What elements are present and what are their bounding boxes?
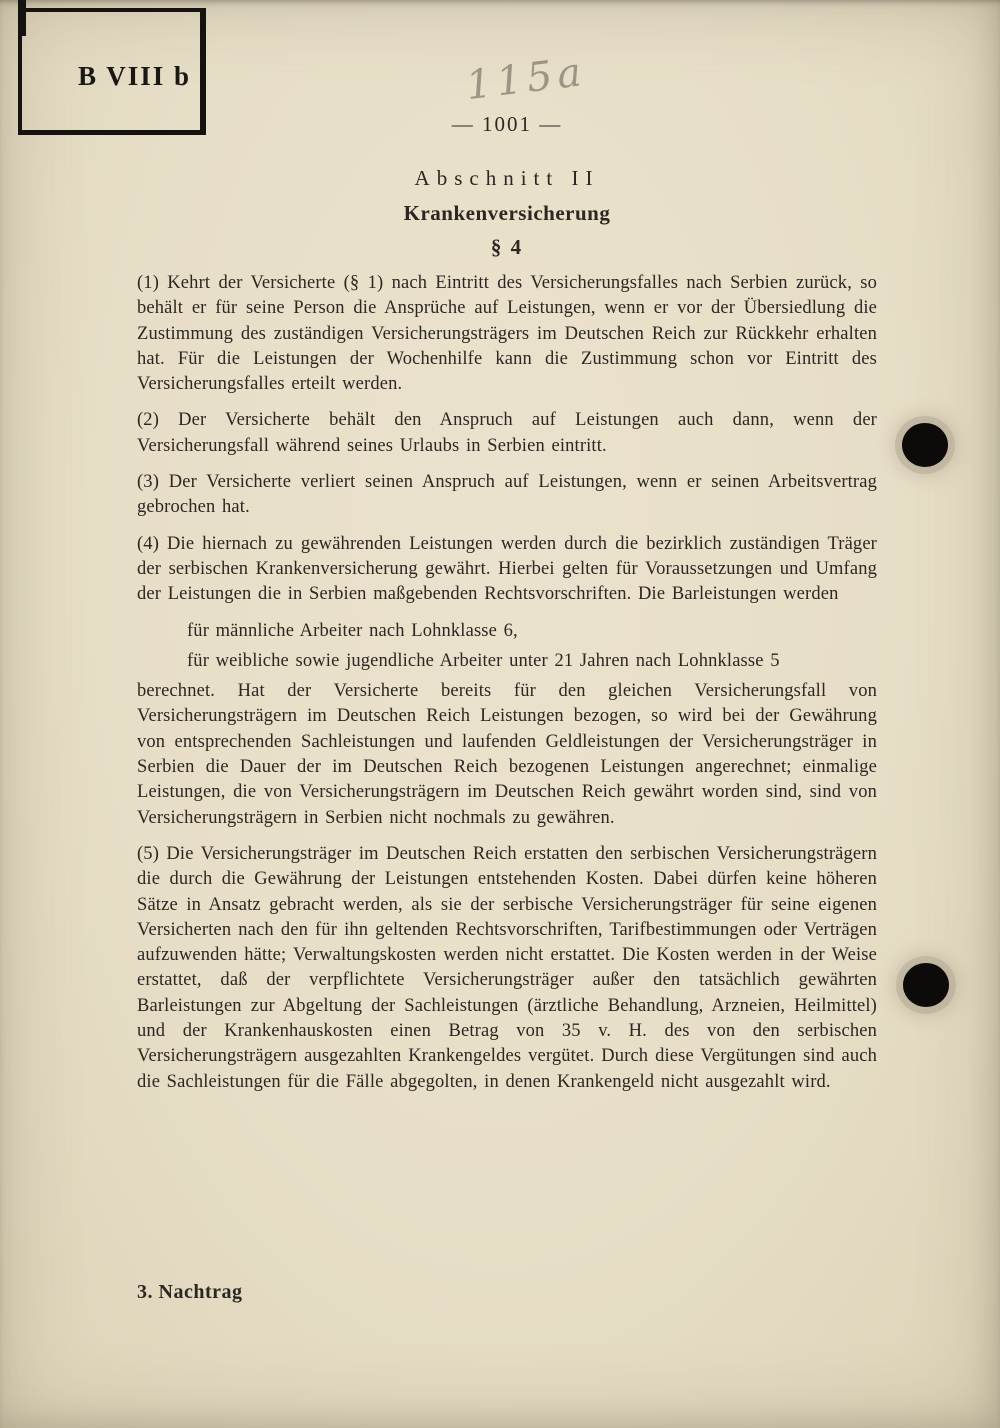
paragraph-symbol: § 4	[490, 235, 524, 259]
paragraph: für weibliche sowie jugendliche Arbeiter unter 21 Jahren nach Lohnklasse 5	[187, 650, 780, 671]
text-block	[137, 271, 877, 1106]
stamp-label: B VIII b	[78, 60, 192, 91]
paragraph: berechnet. Hat der Versicherte bereits für den gleichen Versicherungsfall von Versicherungsträgern im Deutschen Reich Leistungen bezogen, so wird bei der Gewährung von entsprechenden Sachleistungen und laufenden Geldleistungen der Versicherungsträger in Serbien die Dauer der im Deutschen Reich bezogenen Leistungen angerechnet; einmalige Leistungen, die von Versicherungsträgern im Deutschen Reich gewährt worden sind, sind von Versicherungsträgern in Serbien nicht nochmals zu gewähren.	[137, 681, 877, 828]
hole-punch-top	[902, 423, 948, 467]
hole-punch-bottom	[903, 963, 949, 1007]
document-title: Krankenversicherung	[403, 201, 611, 225]
section-heading: Abschnitt II	[414, 166, 600, 190]
paragraph: (4) Die hiernach zu gewährenden Leistungen werden durch die bezirklich zuständigen Träger der serbischen Krankenversicherung gewährt. Hierbei gelten für Voraussetzungen und Umfang der Leistungen die in Serbien maßgebenden Rechtsvorschriften. Die Barleistungen werden	[137, 533, 877, 605]
handwritten-note: 115a	[463, 48, 589, 110]
paragraph: (5) Die Versicherungsträger im Deutschen Reich erstatten den serbischen Versicherungsträgern die durch die Gewährung der Leistungen entstehenden Kosten. Dabei dürfen keine höheren Sätze in Ansatz gebracht werden, als sie der serbische Versicherungsträger für seine eigenen Versicherten nach den für ihn geltenden Rechtsvorschriften, Tarifbestimmungen oder Verträgen aufzuwenden hätte; Verwaltungskosten werden nicht erstattet. Die Kosten werden in der Weise erstattet, daß der verpflichtete Versicherungsträger außer den tatsächlich gewährten Barleistungen zur Abgeltung der Sachleistungen (ärztliche Behandlung, Arzneien, Heilmittel) und der Krankenhauskosten einen Betrag von 35 v. H. des von den serbischen Versicherungsträgern ausgezahlten Krankengeldes vergütet. Durch diese Vergütungen sind auch die Sachleistungen für die Fälle abgegolten, in denen Krankengeld nicht ausgezahlt wird.	[137, 843, 877, 1092]
paragraph: für männliche Arbeiter nach Lohnklasse 6,	[187, 620, 518, 641]
paragraph: (2) Der Versicherte behält den Anspruch auf Leistungen auch dann, wenn der Versicherungsfall während seines Urlaubs in Serbien eintritt.	[137, 410, 877, 456]
paragraph: (3) Der Versicherte verliert seinen Anspruch auf Leistungen, wenn er seinen Arbeitsvertrag gebrochen hat.	[137, 472, 877, 518]
paragraph: (1) Kehrt der Versicherte (§ 1) nach Eintritt des Versicherungsfalles nach Serbien zurück, so behält er für seine Person die Ansprüche auf Leistungen, wenn er vor der Übersiedlung die Zustimmung des zuständigen Versicherungsträgers im Deutschen Reich zur Rückkehr erhalten hat. Für die Leistungen der Wochenhilfe kann die Zustimmung schon vor Eintritt des Versicherungsfalles erteilt werden.	[137, 273, 877, 395]
footer-note: 3. Nachtrag	[137, 1281, 243, 1303]
page-number: — 1001 —	[451, 112, 563, 136]
